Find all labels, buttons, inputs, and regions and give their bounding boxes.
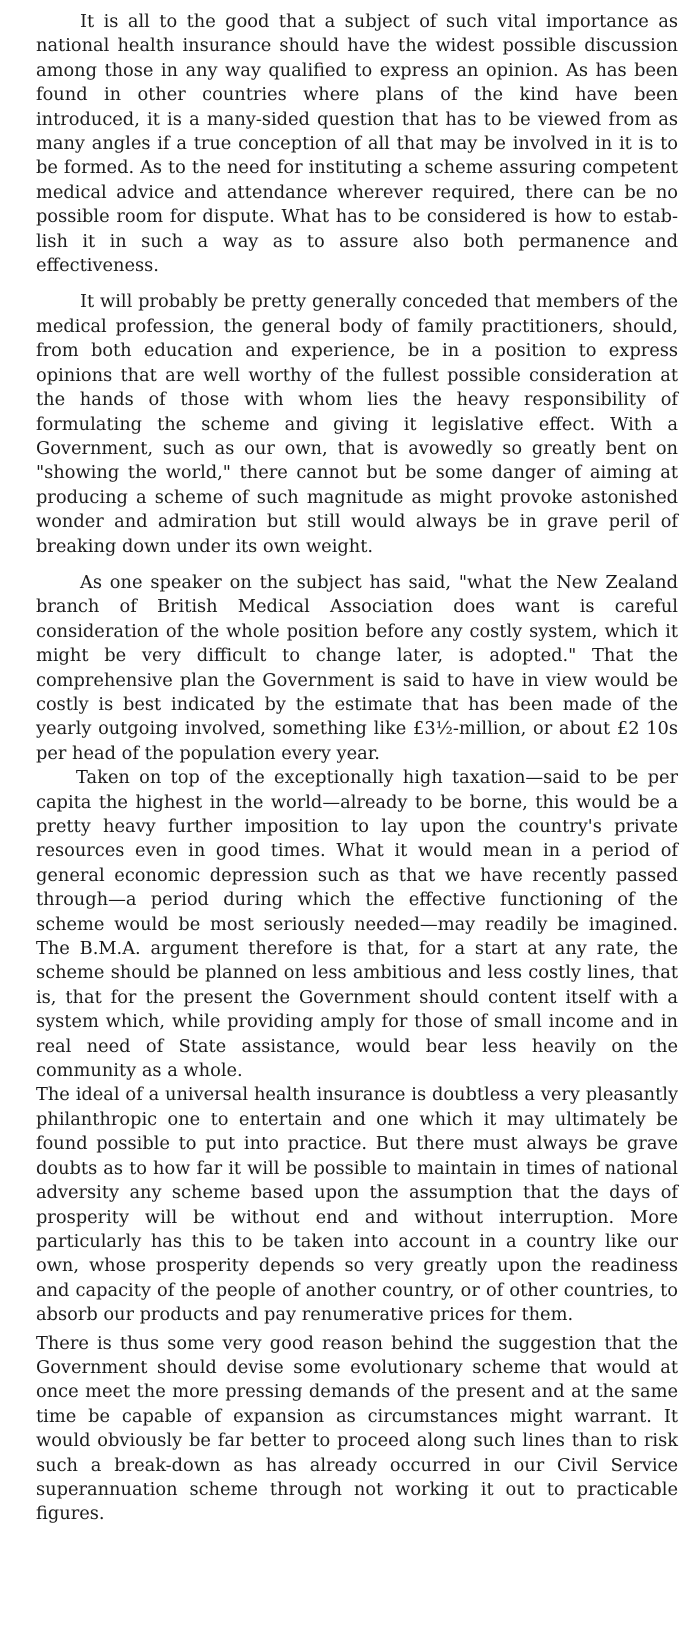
paragraph-2: It will probably be pretty generally conceded that members of the medical profession, the general body of family practitioners, should, from both education and experience, be in a position to express opinions that are well worthy of the fullest possible consideration at the hands of those with whom lies the heavy responsibility of formulating the scheme and giving it legislative effect. With a Government, such as our own, that is avowedly so greatly bent on "showing the world," there cannot but be some danger of aiming at producing a scheme of such magnitude as might provoke astonished wonder and admiration but still would always be in grave peril of breaking down under its own weight. [36,291,678,557]
paragraph-3: As one speaker on the subject has said, "what the New Zealand branch of British Medical Association does want is careful consideration of the whole position before any costly system, which it might be very difficult to change later, is adopted." That the comprehensive plan the Government is said to have in view would be costly is best indicated by the estimate that has been made of the yearly outgoing involved, something like £3½-million, or about £2 10s per head of the population every year. [36,571,678,764]
paragraph-6: There is thus some very good reason behind the suggestion that the Government should devise some evolutionary scheme that would at once meet the more pressing demands of the present and at the same time be capable of expansion as circumstances might warrant. It would obviously be far better to proceed along such lines than to risk such a break-down as has already occurred in our Civil Service superannuation scheme through not working it out to practicable figures. [36,1332,678,1525]
paragraph-1: It is all to the good that a subject of such vital importance as national health insurance should have the widest possible discussion among those in any way qualified to express an opinion. As has been found in other countries where plans of the kind have been introduced, it is a many-sided question that has to be viewed from as many angles if a true conception of all that may be involved in it is to be formed. As to the need for instituting a scheme assuring competent medical advice and attendance wherever required, there can be no possible room for dispute. What has to be considered is how to establish it in such a way as to assure also both permanence and effectiveness. [36,11,678,277]
paragraph-5: The ideal of a universal health insurance is doubtless a very pleasantly philanthropic one to entertain and one which it may ultimately be found possible to put into practice. But there must always be grave doubts as to how far it will be possible to maintain in times of national adversity any scheme based upon the assumption that the days of prosperity will be without end and without interruption. More particularly has this to be taken into account in a country like our own, whose prosperity depends so very greatly upon the readiness and capacity of the people of another country, or of other countries, to absorb our products and pay renumerative prices for them. [36,1084,678,1326]
paragraph-4: Taken on top of the exceptionally high taxation—said to be per capita the highest in the world—already to be borne, this would be a pretty heavy further imposition to lay upon the country's private resources even in good times. What it would mean in a period of general economic depression such as that we have recently passed through—a period during which the effective functioning of the scheme would be most seriously needed—may readily be imagined. The B.M.A. argument therefore is that, for a start at any rate, the scheme should be planned on less ambitious and less costly lines, that is, that for the present the Government should content itself with a system which, while providing amply for those of small income and in real need of State assistance, would bear less heavily on the community as a whole. [36,767,678,1082]
article-body [36,10,678,1527]
